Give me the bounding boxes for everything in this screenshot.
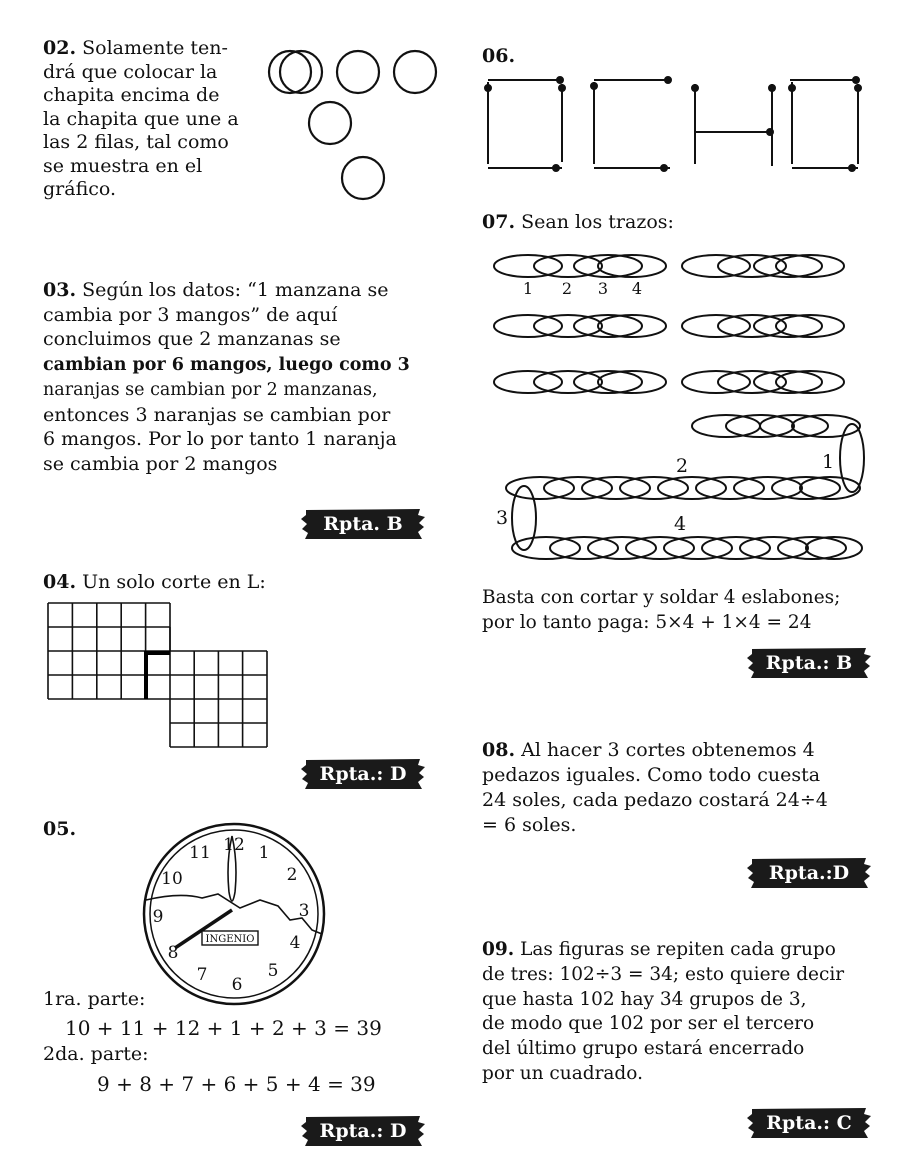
clock-num-2: 2 xyxy=(286,865,298,885)
big-num-3: 3 xyxy=(495,507,509,529)
p03-line-6: 6 mangos. Por lo por tanto 1 naranja xyxy=(43,428,397,450)
p09-line-0: Las figuras se repiten cada grupo xyxy=(520,939,836,960)
p02-line-2: chapita encima de xyxy=(43,84,220,106)
cap-circle xyxy=(309,102,351,144)
p08-answer: Rpta.:D xyxy=(768,862,850,884)
p03-answer: Rpta. B xyxy=(323,513,403,535)
p02-line-0: Solamente ten- xyxy=(82,37,228,59)
cap-circle xyxy=(269,51,311,93)
big-num-4: 4 xyxy=(673,513,687,535)
big-num-1: 1 xyxy=(821,451,835,473)
clock-num-4: 4 xyxy=(289,933,301,953)
chain-num-3: 3 xyxy=(597,279,609,298)
p07-answer: Rpta.: B xyxy=(765,652,853,674)
p04-answer: Rpta.: D xyxy=(319,763,407,785)
l-cut-line xyxy=(146,653,170,699)
p04-line: Un solo corte en L: xyxy=(82,571,266,593)
clock-num-6: 6 xyxy=(231,975,243,995)
clock-num-8: 8 xyxy=(167,943,179,963)
p03-answer-badge xyxy=(300,507,426,541)
chain-segment xyxy=(494,371,666,393)
p02-line-5: se muestra en el xyxy=(43,154,203,177)
p04-answer-badge xyxy=(300,757,426,791)
chain-num-4: 4 xyxy=(631,279,643,298)
clock-num-10: 10 xyxy=(161,869,183,889)
p06-label: 06. xyxy=(482,45,516,67)
chain-num-2: 2 xyxy=(561,279,573,298)
cap-circle xyxy=(280,51,322,93)
clock-num-9: 9 xyxy=(152,907,164,927)
p05-answer-badge xyxy=(300,1114,426,1148)
clock-num-5: 5 xyxy=(267,961,279,981)
p09-line-3: de modo que 102 por ser el tercero xyxy=(482,1013,815,1035)
chain-segment xyxy=(494,315,666,337)
clock-num-1: 1 xyxy=(258,843,270,863)
p07-text xyxy=(482,211,674,235)
p08-label: 08. xyxy=(482,739,516,761)
cap-circle xyxy=(394,51,436,93)
p05-part1-label: 1ra. parte: xyxy=(43,988,146,1010)
chain-num-1: 1 xyxy=(522,279,534,298)
p09-line-1: de tres: 102÷3 = 34; esto quiere decir xyxy=(482,963,845,985)
p03-line-0: Según los datos: “1 manzana se xyxy=(82,279,389,301)
p03-line-2: concluimos que 2 manzanas se xyxy=(43,328,341,350)
p05-answer: Rpta.: D xyxy=(319,1120,407,1142)
p02-text xyxy=(43,37,239,202)
p05-part2-label: 2da. parte: xyxy=(43,1043,149,1065)
cap-circle xyxy=(337,51,379,93)
p02-line-3: la chapita que une a xyxy=(43,107,239,130)
p02-line-6: gráfico. xyxy=(43,178,117,200)
p09-answer-badge xyxy=(746,1106,872,1140)
clock-num-3: 3 xyxy=(298,901,310,921)
clock-num-7: 7 xyxy=(196,965,208,985)
p09-label: 09. xyxy=(482,939,515,960)
p09-answer: Rpta.: C xyxy=(766,1112,852,1134)
p07-line: Sean los trazos: xyxy=(521,211,674,233)
bottle-caps-figure xyxy=(262,40,462,210)
grid-figure xyxy=(48,603,278,753)
p09-line-4: del último grupo estará encerrado xyxy=(482,1038,805,1060)
joint-link-1 xyxy=(840,424,864,492)
p04-label: 04. xyxy=(43,571,77,593)
p07-line-1: por lo tanto paga: 5×4 + 1×4 = 24 xyxy=(482,612,812,633)
chain-segment xyxy=(682,315,844,337)
p03-line-7: se cambia por 2 mangos xyxy=(43,452,278,475)
p08-text xyxy=(482,738,828,838)
big-num-2: 2 xyxy=(675,455,689,477)
p05-part2-eq: 9 + 8 + 7 + 6 + 5 + 4 = 39 xyxy=(97,1072,376,1096)
clock-num-11: 11 xyxy=(189,843,211,863)
chain-figure xyxy=(490,244,870,574)
chain-segment xyxy=(682,371,844,393)
p08-answer-badge xyxy=(746,856,872,890)
p03-label: 03. xyxy=(43,279,77,301)
chain-segment xyxy=(682,255,844,277)
p08-line-1: pedazos iguales. Como todo cuesta xyxy=(482,764,821,786)
clock-figure xyxy=(140,822,330,1007)
p03-line-1: cambia por 3 mangos” de aquí xyxy=(43,303,338,326)
p07-conclusion xyxy=(482,585,840,635)
chain-segment xyxy=(494,255,666,277)
p07-line-0: Basta con cortar y soldar 4 eslabones; xyxy=(482,587,841,608)
p05-label: 05. xyxy=(43,818,77,840)
p09-line-2: que hasta 102 hay 34 grupos de 3, xyxy=(482,988,807,1010)
p03-line-5: entonces 3 naranjas se cambian por xyxy=(43,403,391,426)
p08-line-2: 24 soles, cada pedazo costará 24÷4 xyxy=(482,789,828,811)
p02-label: 02. xyxy=(43,37,77,59)
matchstick-ocho-figure xyxy=(482,72,862,182)
p03-line-3: cambian por 6 mangos, luego como 3 xyxy=(43,354,410,375)
p07-label: 07. xyxy=(482,211,516,233)
p03-text xyxy=(43,278,410,476)
clock-num-12: 12 xyxy=(223,835,245,855)
p03-line-4: naranjas se cambian por 2 manzanas, xyxy=(43,380,378,400)
p09-text xyxy=(482,938,844,1087)
clock-brand: INGENIO xyxy=(205,934,255,945)
p05-part1-eq: 10 + 11 + 12 + 1 + 2 + 3 = 39 xyxy=(65,1016,382,1040)
p02-line-1: drá que colocar la xyxy=(43,60,218,83)
p08-line-0: Al hacer 3 cortes obtenemos 4 xyxy=(521,739,815,761)
p02-line-4: las 2 filas, tal como xyxy=(43,131,229,153)
clock-crack-line xyxy=(146,894,322,934)
p09-line-5: por un cuadrado. xyxy=(482,1062,643,1084)
p08-line-3: = 6 soles. xyxy=(482,814,577,836)
cap-circle xyxy=(342,157,384,199)
p04-text xyxy=(43,571,266,595)
p07-answer-badge xyxy=(746,646,872,680)
